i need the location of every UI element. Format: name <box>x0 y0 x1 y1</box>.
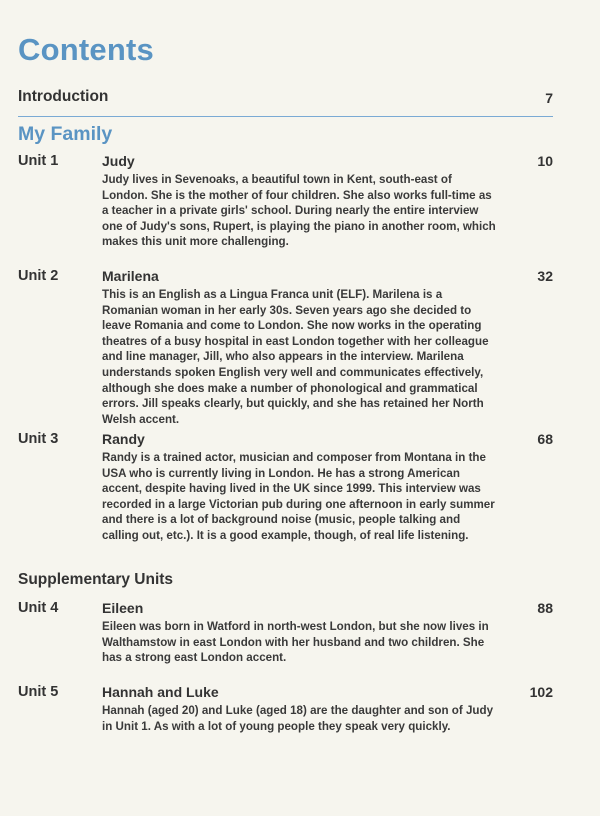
unit-description: Randy is a trained actor, musician and composer from Montana in the USA who is currently living in London. He has a strong American accent, despite having lived in the UK since 1999. This interview was recorded in a large Victorian pub during one afternoon in early summer and there is a lot of background noise (music, people talking and calling out, etc.). It is a good example, though, of real life listening. <box>102 451 495 542</box>
unit-description: Hannah (aged 20) and Luke (aged 18) are the daughter and son of Judy in Unit 1. As with a lot of young people they speak very quickly. <box>102 704 494 733</box>
introduction-entry[interactable] <box>18 88 553 110</box>
unit-page-number: 10 <box>537 153 553 169</box>
unit-entry-5[interactable] <box>18 684 553 739</box>
unit-label: Unit 4 <box>18 600 59 616</box>
unit-entry-1[interactable] <box>18 153 553 253</box>
unit-name: Hannah and Luke <box>102 684 219 700</box>
unit-label: Unit 1 <box>18 153 59 169</box>
introduction-page-number: 7 <box>545 90 553 106</box>
unit-page-number: 88 <box>537 600 553 616</box>
unit-name: Judy <box>102 153 135 169</box>
unit-label: Unit 2 <box>18 268 59 284</box>
section-divider <box>18 116 553 117</box>
unit-page-number: 102 <box>529 684 553 700</box>
unit-description: This is an English as a Lingua Franca unit (ELF). Marilena is a Romanian woman in her early 30s. Seven years ago she decided to leave Romania and come to London. She now works in the operating theatres of a busy hospital in east London together with her colleague and line manager, Jill, who also appears in the interview. Marilena understands spoken English very well and communicates effectively, although she does make a number of phonological and grammatical errors. Jill speaks clearly, but quickly, and she has retained her North Welsh accent. <box>102 288 489 426</box>
unit-label: Unit 3 <box>18 431 59 447</box>
unit-description: Judy lives in Sevenoaks, a beautiful town in Kent, south-east of London. She is the mother of four children. She also works full-time as a teacher in a private girls' school. During nearly the entire interview one of Judy's sons, Rupert, is playing the piano in another room, which makes this unit more challenging. <box>102 173 496 249</box>
unit-entry-3[interactable] <box>18 431 553 551</box>
unit-page-number: 32 <box>537 268 553 284</box>
introduction-label: Introduction <box>18 88 109 105</box>
section-heading-my-family: My Family <box>18 123 113 145</box>
unit-entry-2[interactable] <box>18 268 553 426</box>
unit-name: Marilena <box>102 268 159 284</box>
unit-name: Randy <box>102 431 145 447</box>
unit-name: Eileen <box>102 600 144 616</box>
unit-label: Unit 5 <box>18 684 59 700</box>
section-heading-supplementary: Supplementary Units <box>18 571 174 588</box>
unit-description: Eileen was born in Watford in north-west London, but she now lives in Walthamstow in east London with her husband and two children. She has a strong east London accent. <box>102 620 489 665</box>
page-title: Contents <box>18 32 154 67</box>
unit-page-number: 68 <box>537 431 553 447</box>
unit-entry-4[interactable] <box>18 600 553 670</box>
